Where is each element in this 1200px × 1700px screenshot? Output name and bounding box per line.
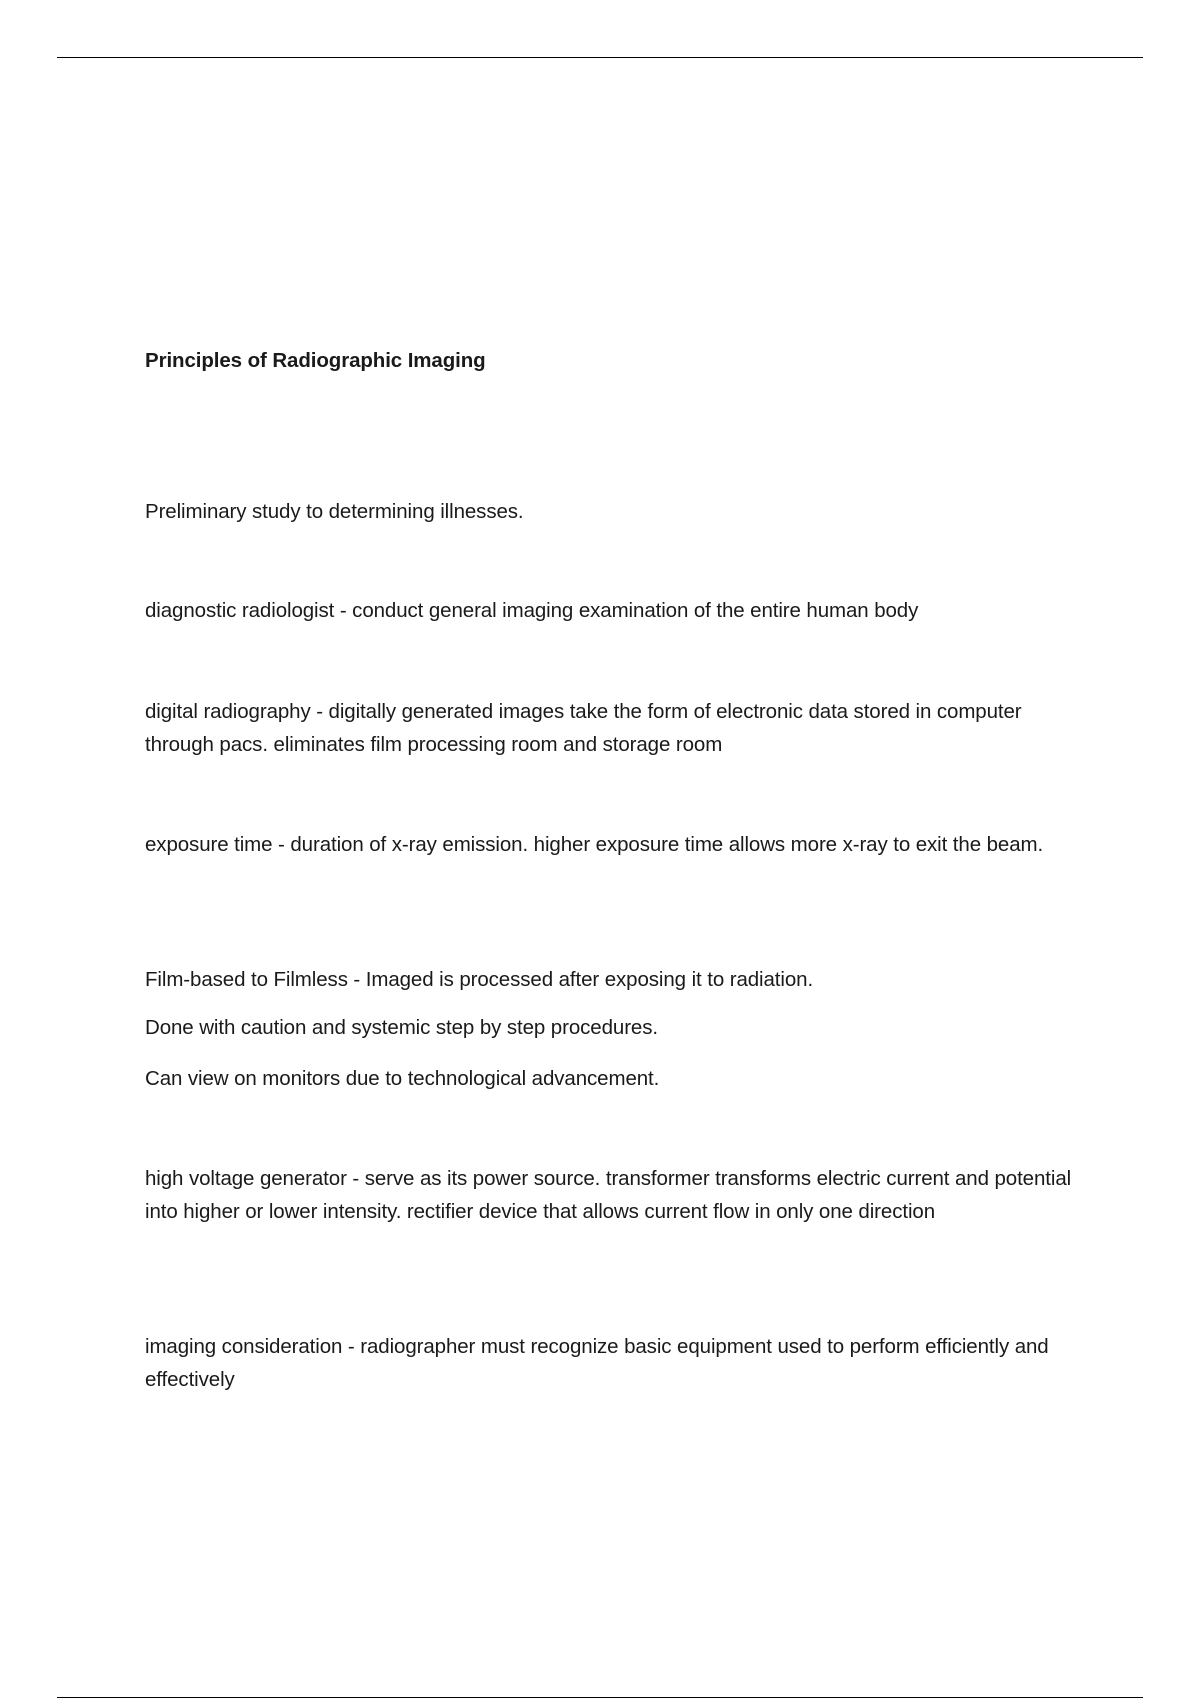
paragraph-imaging-consideration: imaging consideration - radiographer must recognize basic equipment used to perform efficiently and effectively [145,1335,1049,1391]
document-title: Principles of Radiographic Imaging [145,349,486,372]
paragraph-digital-radiography: digital radiography - digitally generated images take the form of electronic data stored in computer through pacs. eliminates film processing room and storage room [145,700,1022,756]
paragraph-diagnostic-radiologist: diagnostic radiologist - conduct general imaging examination of the entire human body [145,599,919,622]
paragraph-preliminary-study: Preliminary study to determining illnesses. [145,500,524,523]
paragraph-exposure-time: exposure time - duration of x-ray emission. higher exposure time allows more x-ray to exit the beam. [145,833,1044,856]
paragraph-view-on-monitors: Can view on monitors due to technological advancement. [145,1067,660,1090]
paragraph-film-based-to-filmless: Film-based to Filmless - Imaged is processed after exposing it to radiation. [145,968,814,991]
paragraph-high-voltage-generator: high voltage generator - serve as its power source. transformer transforms electric current and potential into higher or lower intensity. rectifier device that allows current flow in only one direction [145,1167,1072,1223]
footer-rule [57,1697,1143,1698]
header-rule [57,57,1143,58]
paragraph-caution-procedures: Done with caution and systemic step by step procedures. [145,1016,658,1039]
